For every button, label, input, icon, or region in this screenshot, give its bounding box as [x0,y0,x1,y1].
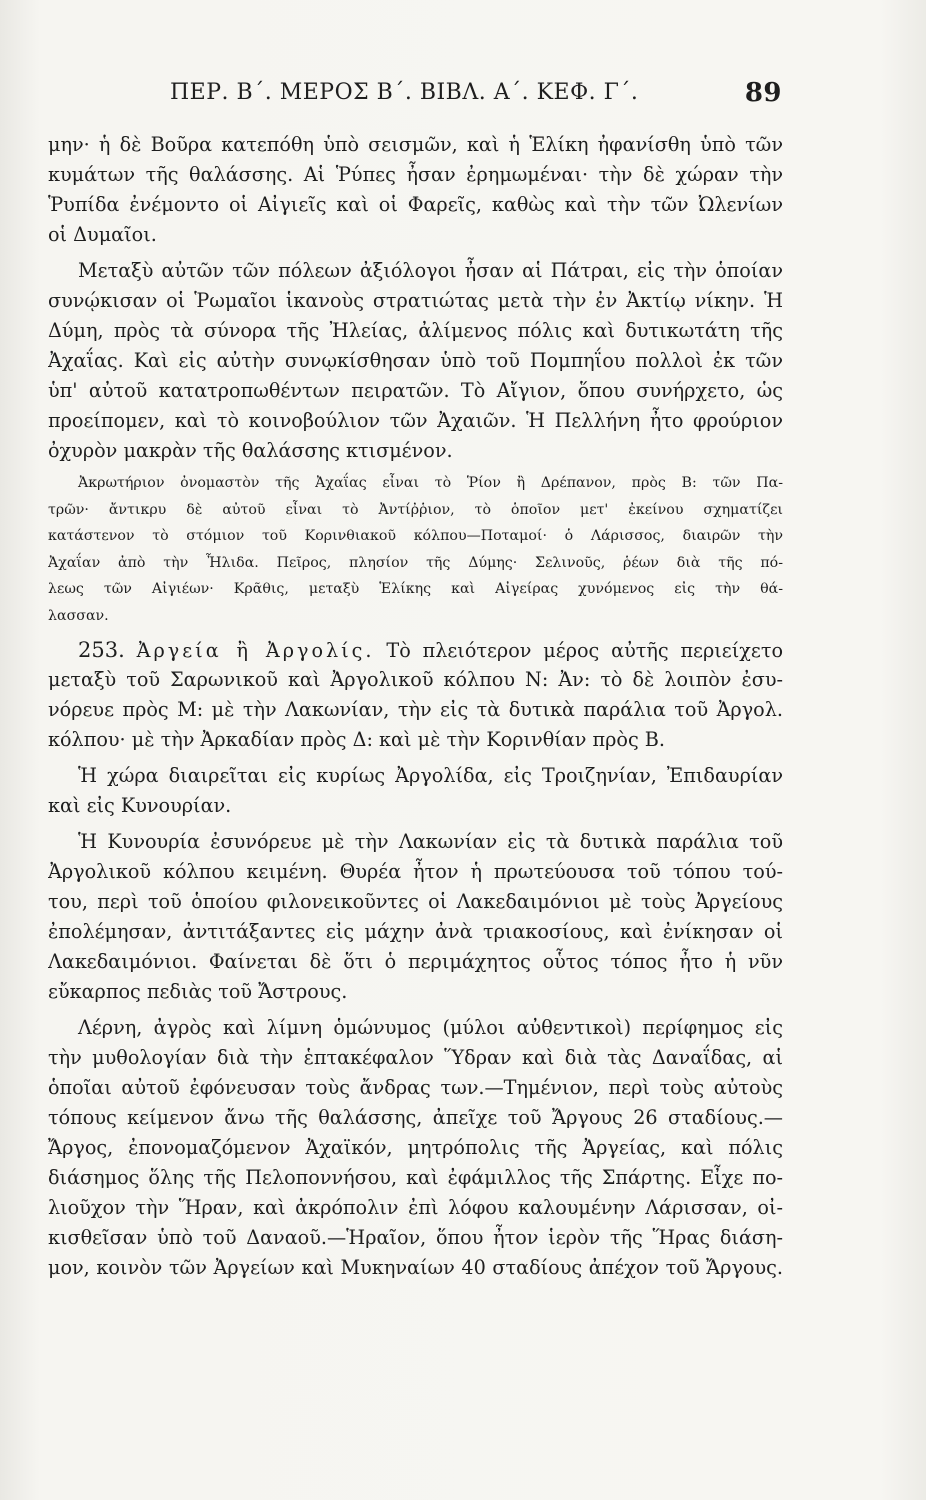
section-253 [48,635,783,755]
text-line: Ἡ Κυνουρία ἐσυνόρευε μὲ τὴν Λακωνίαν εἰς τὰ δυτικὰ παράλια τοῦ [78,830,783,853]
section-text: Τὸ πλειότερον μέρος αὐτῆς περιείχετο [386,639,783,662]
paragraph-5 [48,827,783,1007]
note-line: λασσαν. [48,607,109,624]
header-title: ΠΕΡ. Β΄. ΜΕΡΟΣ Β΄. ΒΙΒΛ. Α΄. ΚΕΦ. Γ΄. [170,80,639,105]
text-line: Λέρνη, ἀγρὸς καὶ λίμνη ὁμώνυμος (μύλοι αὐθεντικοὶ) περίφημος εἰς [78,1016,783,1039]
text-line: τόπους κείμενον ἄνω τῆς θαλάσσης, ἀπεῖχε τοῦ Ἄργους 26 σταδίους.— [48,1106,783,1129]
text-line: Δύμη, πρὸς τὰ σύνορα τῆς Ἠλείας, ἀλίμενος πόλις καὶ δυτικωτάτη τῆς [48,319,783,342]
text-line: κυμάτων τῆς θαλάσσης. Αἱ Ῥύπες ἦσαν ἐρημωμέναι· τὴν δὲ χώραν τὴν [48,163,783,186]
text-line: λιοῦχον τὴν Ἥραν, καὶ ἀκρόπολιν ἐπὶ λόφου καλουμένην Λάρισσαν, οἰ- [48,1196,783,1219]
text-line: κισθεῖσαν ὑπὸ τοῦ Δαναοῦ.—Ἡραῖον, ὅπου ἦτον ἱερὸν τῆς Ἥρας διάση- [48,1226,783,1249]
text-line: Μεταξὺ αὐτῶν τῶν πόλεων ἀξιόλογοι ἦσαν αἱ Πάτραι, εἰς τὴν ὁποίαν [78,259,783,282]
text-line: Ῥυπίδα ἐνέμοντο οἱ Αἰγιεῖς καὶ οἱ Φαρεῖς, καθὼς καὶ τὴν τῶν Ὠλενίων [48,193,783,216]
text-line: οἱ Δυμαῖοι. [48,223,157,246]
text-line: Ἀργολικοῦ κόλπου κειμένη. Θυρέα ἦτον ἡ πρωτεύουσα τοῦ τόπου τού- [48,860,783,883]
text-line: ὀχυρὸν μακρὰν τῆς θαλάσσης κτισμένον. [48,439,453,462]
footnote-block [48,470,783,629]
running-header [170,80,782,116]
text-line: μην· ἡ δὲ Βοῦρα κατεπόθη ὑπὸ σεισμῶν, καὶ ἡ Ἑλίκη ἠφανίσθη ὑπὸ τῶν [48,133,783,156]
page-number: 89 [744,78,782,108]
text-line: ὁποῖαι αὐτοῦ ἐφόνευσαν τοὺς ἄνδρας των.—Τημένιον, περὶ τοὺς αὐτοὺς [48,1076,783,1099]
paragraph-4 [48,761,783,821]
text-line: ὑπ' αὐτοῦ κατατροπωθέντων πειρατῶν. Τὸ Αἴγιον, ὅπου συνήρχετο, ὡς [48,379,783,402]
text-line: Λακεδαιμόνιοι. Φαίνεται δὲ ὅτι ὁ περιμάχητος οὗτος τόπος ἦτο ἡ νῦν [48,950,783,973]
note-line: τρῶν· ἄντικρυ δὲ αὐτοῦ εἶναι τὸ Ἀντίῤῥιον, τὸ ὁποῖον μετ' ἐκείνου σχηματίζει [48,501,783,518]
text-line: τὴν μυθολογίαν διὰ τὴν ἑπτακέφαλον Ὕδραν καὶ διὰ τὰς Δαναΐδας, αἱ [48,1046,783,1069]
text-line: του, περὶ τοῦ ὁποίου φιλονεικοῦντες οἱ Λακεδαιμόνιοι μὲ τοὺς Ἀργείους [48,890,783,913]
note-line: λεως τῶν Αἰγιέων· Κρᾶθις, μεταξὺ Ἑλίκης καὶ Αἰγείρας χυνόμενος εἰς τὴν θά- [48,581,783,597]
text-line: Ἀχαΐας. Καὶ εἰς αὐτὴν συνῳκίσθησαν ὑπὸ τοῦ Πομπηΐου πολλοὶ ἐκ τῶν [48,349,783,372]
text-line: Ἡ χώρα διαιρεῖται εἰς κυρίως Ἀργολίδα, εἰς Τροιζηνίαν, Ἐπιδαυρίαν [78,764,783,787]
text-line: προείπομεν, καὶ τὸ κοινοβούλιον τῶν Ἀχαιῶν. Ἡ Πελλήνη ἦτο φρούριον [48,409,783,432]
paragraph-2 [48,256,783,466]
paragraph-1 [48,130,783,250]
paragraph-6 [48,1013,783,1283]
text-line: νόρευε πρὸς Μ: μὲ τὴν Λακωνίαν, τὴν εἰς τὰ δυτικὰ παράλια τοῦ Ἀργολ. [48,698,783,721]
text-line: μεταξὺ τοῦ Σαρωνικοῦ καὶ Ἀργολικοῦ κόλπου Ν: Ἀν: τὸ δὲ λοιπὸν ἐσυ- [48,668,783,691]
section-number: 253. [78,638,125,662]
text-line: καὶ εἰς Κυνουρίαν. [48,794,232,817]
note-line: κατάστενον τὸ στόμιον τοῦ Κορινθιακοῦ κόλπου—Ποταμοί· ὁ Λάρισσος, διαιρῶν τὴν [48,528,783,544]
text-line: εὔκαρπος πεδιὰς τοῦ Ἄστρους. [48,980,348,1003]
text-line: συνῴκισαν οἱ Ῥωμαῖοι ἱκανοὺς στρατιώτας μετὰ τὴν ἐν Ἀκτίῳ νίκην. Ἡ [48,289,783,312]
section-first-line [48,635,783,665]
note-line: Ἀχαΐαν ἀπὸ τὴν Ἦλιδα. Πεῖρος, πλησίον τῆς Δύμης· Σελινοῦς, ῥέων διὰ τῆς πό- [48,554,783,571]
text-line: διάσημος ὅλης τῆς Πελοποννήσου, καὶ ἐφάμιλλος τῆς Σπάρτης. Εἶχε πο- [48,1166,783,1189]
text-line: ἐπολέμησαν, ἀντιτάξαντες εἰς μάχην ἀνὰ τριακοσίους, καὶ ἐνίκησαν οἱ [48,920,783,943]
page-body [48,130,783,1283]
section-title: Ἀργεία ἢ Ἀργολίς. [136,639,375,662]
note-line: Ἀκρωτήριον ὀνομαστὸν τῆς Ἀχαΐας εἶναι τὸ Ῥίον ἢ Δρέπανον, πρὸς Β: τῶν Πα- [78,475,783,491]
text-line: Ἄργος, ἐπονομαζόμενον Ἀχαϊκόν, μητρόπολις τῆς Ἀργείας, καὶ πόλις [48,1136,783,1159]
text-line: κόλπου· μὲ τὴν Ἀρκαδίαν πρὸς Δ: καὶ μὲ τὴν Κορινθίαν πρὸς Β. [48,728,666,751]
text-line: μον, κοινὸν τῶν Ἀργείων καὶ Μυκηναίων 40 σταδίους ἀπέχον τοῦ Ἄργους. [48,1256,783,1279]
